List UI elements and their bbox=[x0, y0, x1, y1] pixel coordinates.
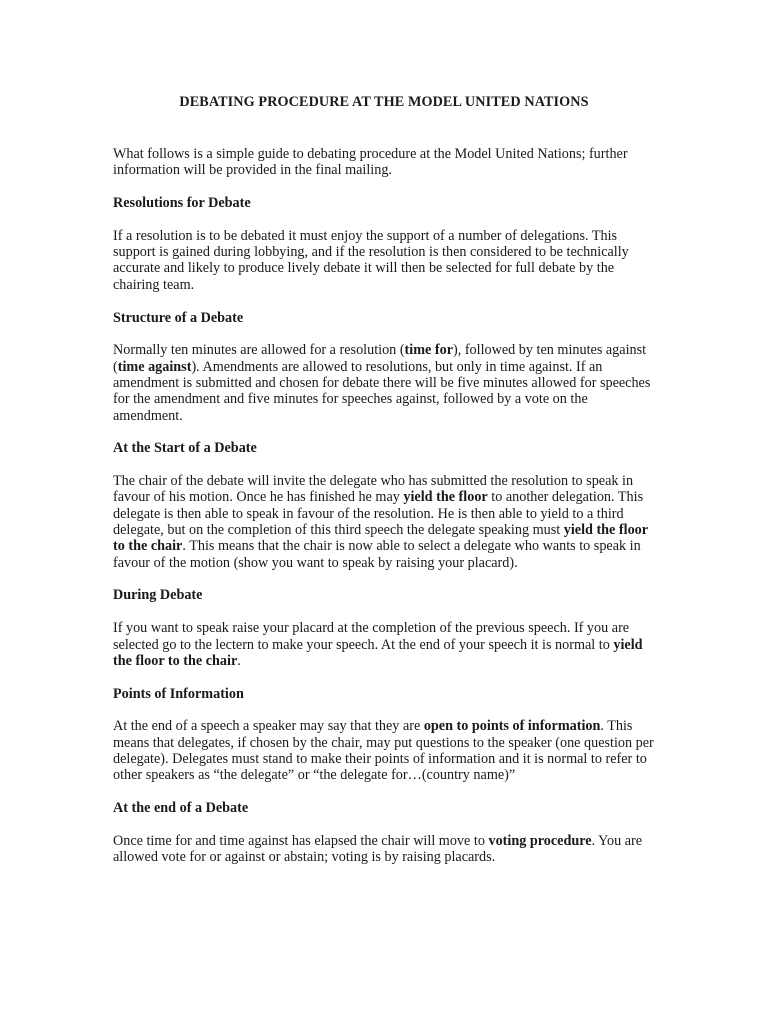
paragraph-during bbox=[113, 620, 658, 669]
paragraph-end bbox=[113, 833, 658, 866]
bold-term-voting-procedure: voting procedure bbox=[488, 832, 592, 849]
text-run: At the end of a speech a speaker may say that they are bbox=[113, 718, 424, 735]
text-run: Once time for and time against has elapsed the chair will move to bbox=[113, 832, 489, 849]
heading-resolutions: Resolutions for Debate bbox=[113, 195, 251, 212]
text-run: The chair of the debate will invite the delegate who has submitted the resolution to speak in favour of his motion. Once he has finished he may bbox=[113, 473, 634, 506]
text-run: . bbox=[237, 652, 241, 669]
paragraph-resolutions: If a resolution is to be debated it must enjoy the support of a number of delegations. This support is gained during lobbying, and if the resolution is then considered to be technically accurate and likely to produce lively debate it will then be selected for full debate by the chairing team. bbox=[113, 227, 629, 293]
text-run: ), followed by ten minutes against ( bbox=[113, 342, 647, 375]
paragraph-start bbox=[113, 473, 658, 571]
text-run: If you want to speak raise your placard at the completion of the previous speech. If you are selected go to the lectern to make your speech. At the end of your speech it is normal to bbox=[113, 620, 630, 653]
bold-term-yield-floor-chair: yield the floor to the chair bbox=[113, 636, 643, 669]
bold-term-time-against: time against bbox=[117, 358, 192, 375]
paragraph-structure bbox=[113, 342, 658, 423]
intro-paragraph: What follows is a simple guide to debating procedure at the Model United Nations; further information will be provided in the final mailing. bbox=[113, 146, 628, 179]
text-run: Normally ten minutes are allowed for a resolution ( bbox=[113, 342, 405, 359]
heading-during: During Debate bbox=[113, 587, 203, 604]
paragraph-poi bbox=[113, 718, 658, 783]
heading-end: At the end of a Debate bbox=[113, 800, 249, 817]
bold-term-time-for: time for bbox=[404, 342, 453, 359]
bold-term-yield-floor-chair: yield the floor to the chair bbox=[113, 522, 648, 555]
text-run: . This means that the chair is now able to select a delegate who wants to speak in favour of the motion (show you want to speak by raising your placard). bbox=[113, 538, 641, 571]
document-body bbox=[113, 146, 658, 882]
heading-structure: Structure of a Debate bbox=[113, 309, 244, 326]
text-run: . This means that delegates, if chosen by the chair, may put questions to the speaker (one question per delegate). Delegates must stand to make their points of information and it is normal to refer to other speakers as “the delegate” or “the delegate for…(country name)” bbox=[113, 718, 654, 784]
bold-term-open-poi: open to points of information bbox=[423, 718, 601, 735]
heading-start: At the Start of a Debate bbox=[113, 440, 257, 457]
text-run: ). Amendments are allowed to resolutions, but only in time against. If an amendment is submitted and chosen for debate there will be five minutes allowed for speeches for the amendment and five minutes for speeches against, followed by a vote on the amendment. bbox=[113, 358, 651, 424]
heading-poi: Points of Information bbox=[113, 685, 244, 702]
text-run: . You are allowed vote for or against or abstain; voting is by raising placards. bbox=[113, 832, 643, 866]
bold-term-yield-floor: yield the floor bbox=[403, 489, 488, 506]
text-run: to another delegation. This delegate is then able to speak in favour of the resolution. He is then able to yield to a third delegate, but on the completion of this third speech the delegate speaking must bbox=[113, 489, 644, 539]
document-title: DEBATING PROCEDURE AT THE MODEL UNITED NATIONS bbox=[179, 94, 589, 110]
